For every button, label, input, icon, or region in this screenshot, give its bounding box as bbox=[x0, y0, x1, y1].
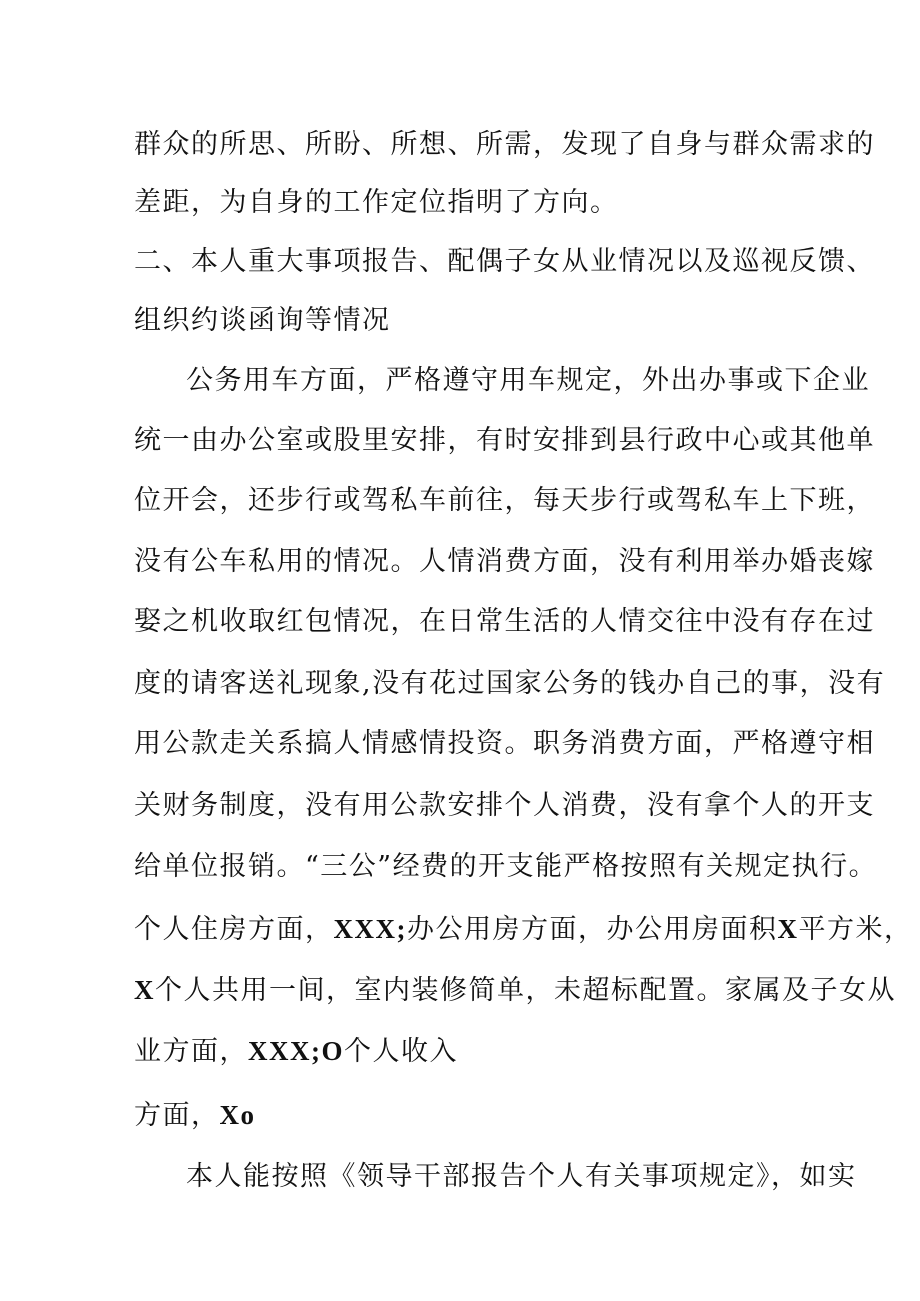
text-line: 群众的所思、所盼、所想、所需，发现了自身与群众需求的 bbox=[134, 129, 875, 160]
text-line: 差距，为自身的工作定位指明了方向。 bbox=[134, 187, 619, 218]
text-line: 统一由办公室或股里安排，有时安排到县行政中心或其他单 bbox=[134, 425, 875, 456]
text-line: 业方面，XXX;O个人收入 bbox=[134, 1036, 458, 1067]
text-line: 公务用车方面，严格遵守用车规定，外出办事或下企业 bbox=[186, 365, 870, 396]
text-line: 给单位报销。“三公”经费的开支能严格按照有关规定执行。 bbox=[134, 851, 878, 882]
text-line: 个人住房方面，XXX;办公用房方面，办公用房面积X平方米， bbox=[134, 914, 913, 945]
section-heading: 组织约谈函询等情况 bbox=[134, 305, 391, 336]
text-line: 方面，Xo bbox=[134, 1100, 256, 1131]
text-line: 用公款走关系搞人情感情投资。职务消费方面，严格遵守相 bbox=[134, 728, 875, 759]
section-heading: 二、本人重大事项报告、配偶子女从业情况以及巡视反馈、 bbox=[134, 246, 875, 277]
text-line: 没有公车私用的情况。人情消费方面，没有利用举办婚丧嫁 bbox=[134, 546, 875, 577]
text-line: 度的请客送礼现象,没有花过国家公务的钱办自己的事，没有 bbox=[134, 668, 886, 699]
text-line: 本人能按照《领导干部报告个人有关事项规定》，如实 bbox=[186, 1161, 857, 1192]
text-line: 娶之机收取红包情况，在日常生活的人情交往中没有存在过 bbox=[134, 606, 875, 637]
text-line: X个人共用一间，室内装修简单，未超标配置。家属及子女从 bbox=[134, 975, 896, 1006]
text-line: 位开会，还步行或驾私车前往，每天步行或驾私车上下班， bbox=[134, 485, 875, 516]
text-line: 关财务制度，没有用公款安排个人消费，没有拿个人的开支 bbox=[134, 790, 875, 821]
